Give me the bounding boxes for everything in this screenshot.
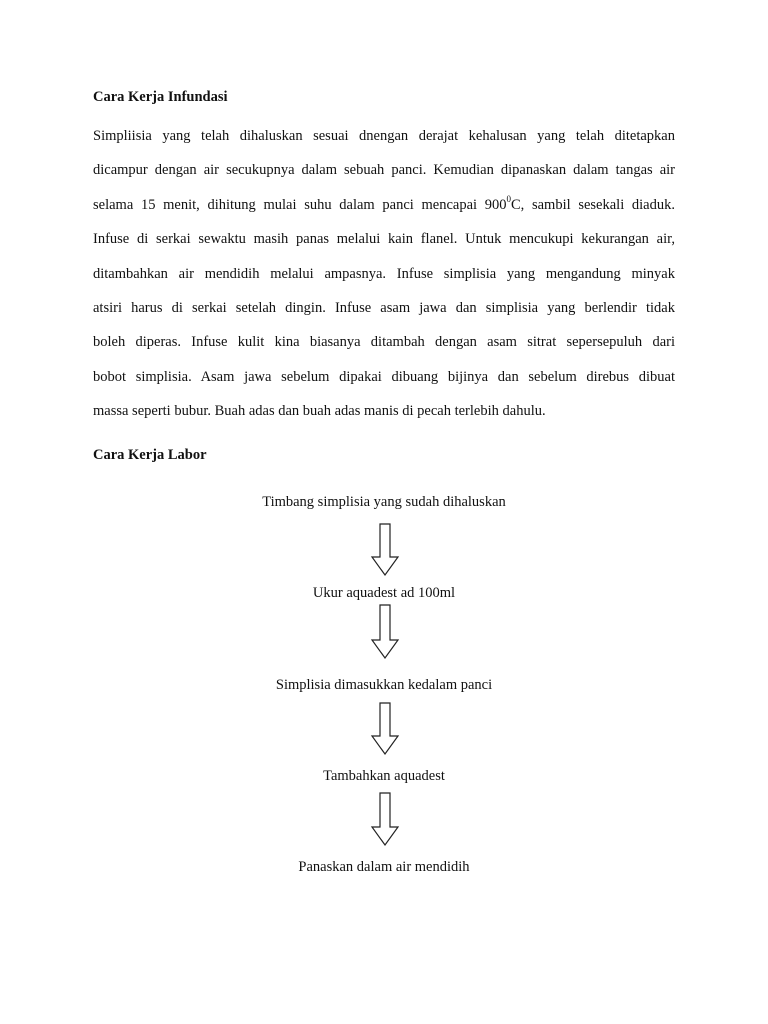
superscript-degree: 0 bbox=[506, 193, 511, 204]
flow-step-1: Timbang simplisia yang sudah dihaluskan bbox=[262, 494, 506, 510]
paragraph-line: ditambahkan air mendidih melalui ampasnya. Infuse simplisia yang mengandung minyak bbox=[93, 265, 675, 282]
down-arrow-icon bbox=[370, 792, 400, 852]
paragraph-line: Simpliisia yang telah dihaluskan sesuai dnengan derajat kehalusan yang telah ditetapkan bbox=[93, 128, 675, 144]
down-arrow-icon bbox=[370, 604, 400, 664]
down-arrow-icon bbox=[370, 523, 400, 583]
infundasi-paragraph bbox=[93, 126, 675, 436]
paragraph-line: boleh diperas. Infuse kulit kina biasanya ditambah dengan asam sitrat sepersepuluh dari bbox=[93, 334, 675, 351]
paragraph-line: massa seperti bubur. Buah adas dan buah adas manis di pecah terlebih dahulu. bbox=[93, 403, 546, 420]
down-arrow-icon bbox=[370, 702, 400, 762]
paragraph-line: dicampur dengan air secukupnya dalam sebuah panci. Kemudian dipanaskan dalam tangas air bbox=[93, 162, 675, 179]
paragraph-text: selama 15 menit, dihitung mulai suhu dalam panci mencapai 900 bbox=[93, 196, 507, 213]
heading-cara-kerja-labor: Cara Kerja Labor bbox=[93, 447, 207, 463]
paragraph-line bbox=[93, 195, 675, 229]
paragraph-line: Infuse di serkai sewaktu masih panas melalui kain flanel. Untuk mencukupi kekurangan air, bbox=[93, 231, 675, 248]
flow-step-5: Panaskan dalam air mendidih bbox=[298, 859, 470, 875]
paragraph-line: bobot simplisia. Asam jawa sebelum dipakai dibuang bijinya dan sebelum direbus dibuat bbox=[93, 368, 675, 385]
paragraph-line: atsiri harus di serkai setelah dingin. Infuse asam jawa dan simplisia yang berlendir tidak bbox=[93, 299, 675, 316]
paragraph-text: C, sambil sesekali diaduk. bbox=[510, 196, 675, 213]
heading-cara-kerja-infundasi: Cara Kerja Infundasi bbox=[93, 89, 228, 105]
flow-step-3: Simplisia dimasukkan kedalam panci bbox=[275, 677, 493, 693]
flow-step-2: Ukur aquadest ad 100ml bbox=[312, 585, 456, 601]
flow-step-4: Tambahkan aquadest bbox=[323, 768, 445, 784]
